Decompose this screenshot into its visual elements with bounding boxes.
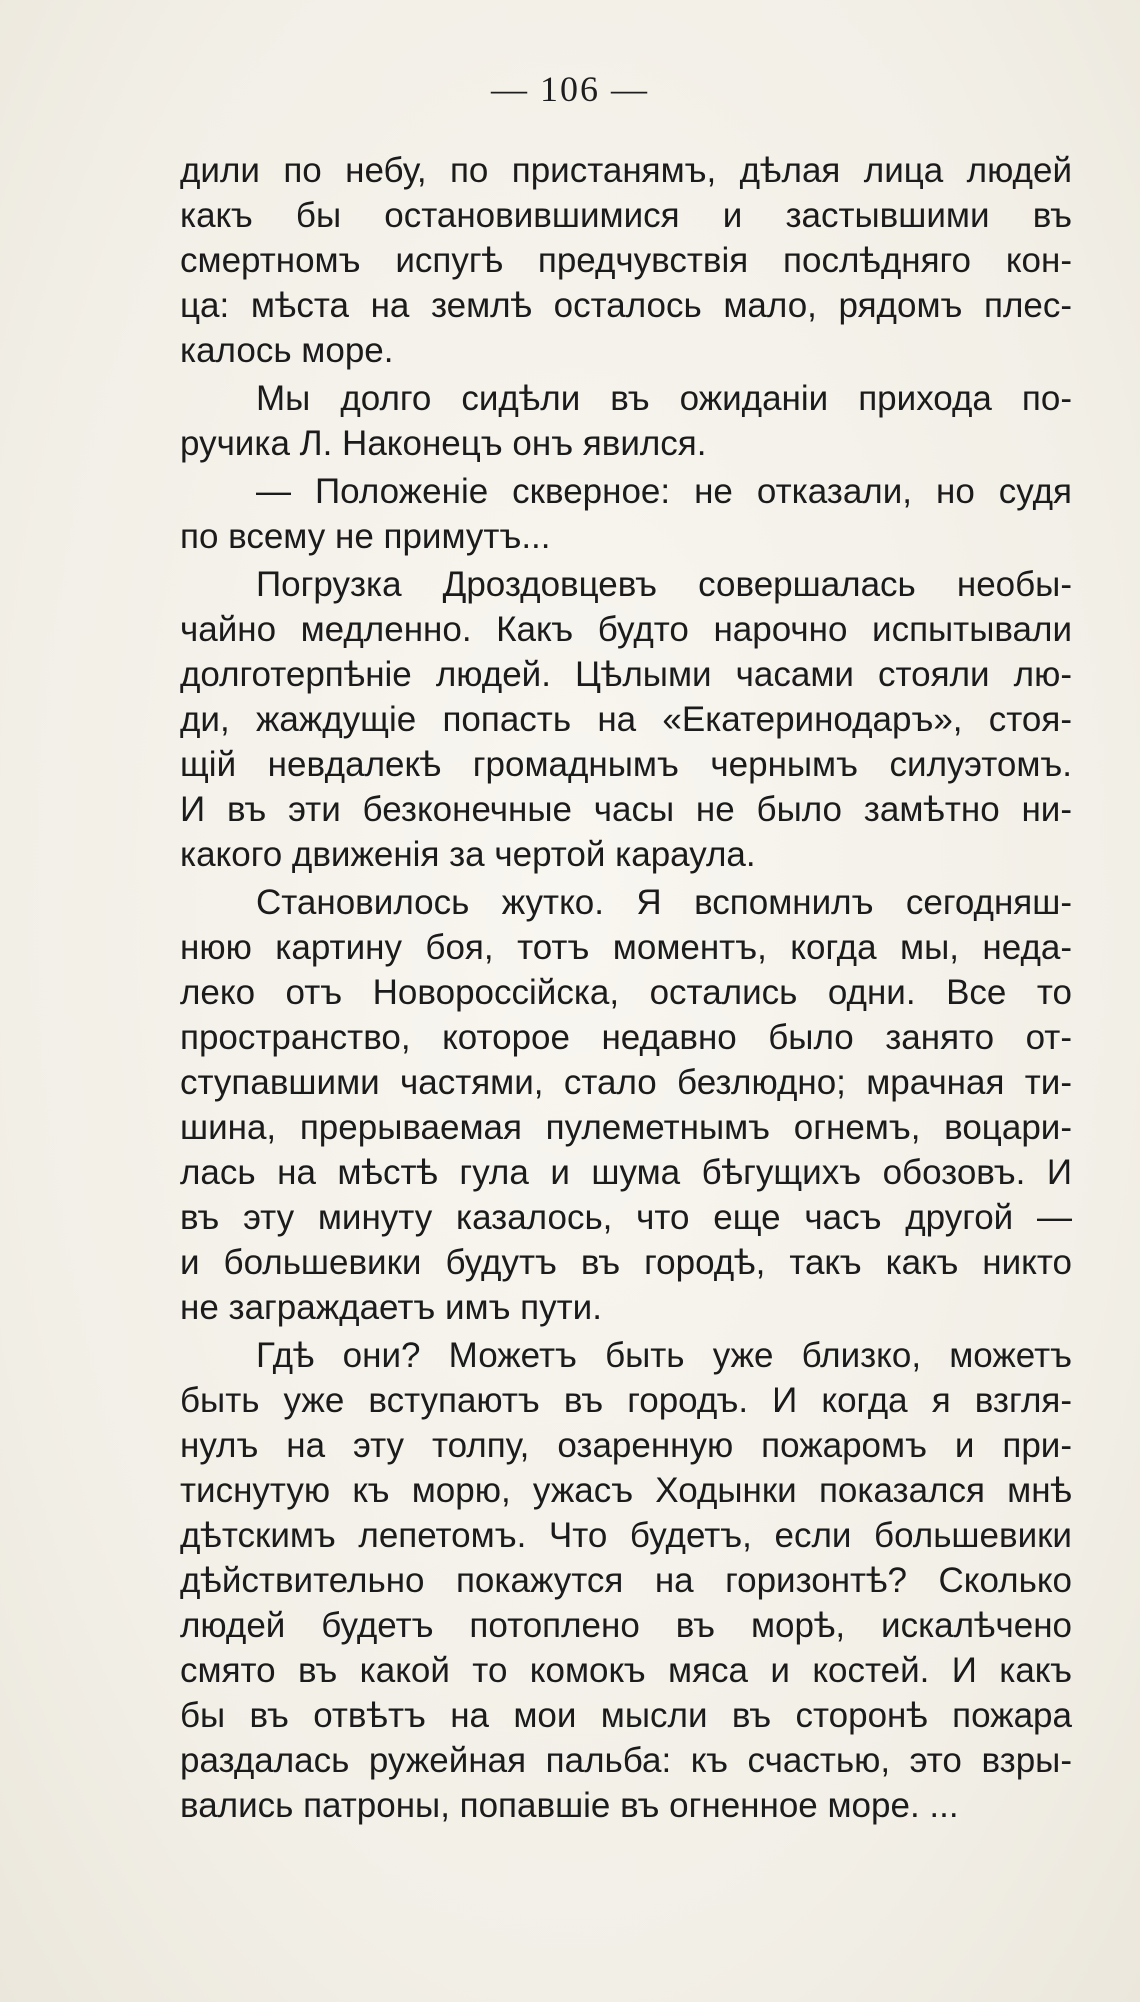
text-line: смято въ какой то комокъ мяса и костей. И какъ [180,1651,1072,1690]
text-line: щій невдалекѣ громаднымъ чернымъ силуэтомъ. [180,745,1072,784]
text-line: нюю картину боя, тотъ моментъ, когда мы, неда- [180,928,1072,967]
text-line: ручика Л. Наконецъ онъ явился. [180,424,707,463]
text-line: ступавшими частями, стало безлюдно; мрачная ти- [180,1063,1072,1102]
body-text [180,148,1072,1828]
text-line: дили по небу, по пристанямъ, дѣлая лица людей [180,151,1072,190]
text-line: какого движенія за чертой караула. [180,835,756,874]
paragraph-start-line: Мы долго сидѣли въ ожиданіи прихода по- [256,379,1072,418]
text-line: нулъ на эту толпу, озаренную пожаромъ и при- [180,1426,1072,1465]
text-line: по всему не примутъ... [180,517,551,556]
text-line: дѣйствительно покажутся на горизонтѣ? Сколько [180,1561,1072,1600]
text-line: И въ эти безконечные часы не было замѣтно ни- [180,790,1072,829]
paragraph-start-line: Становилось жутко. Я вспомнилъ сегодняш- [256,883,1072,922]
text-line: въ эту минуту казалось, что еще часъ другой — [180,1198,1072,1237]
text-line: быть уже вступаютъ въ городъ. И когда я взгля- [180,1381,1072,1420]
text-line: какъ бы остановившимися и застывшими въ [180,196,1072,235]
text-line: раздалась ружейная пальба: къ счастью, это взры- [180,1741,1072,1780]
text-line: долготерпѣніе людей. Цѣлыми часами стояли лю- [180,655,1072,694]
text-line: леко отъ Новороссійска, остались одни. Все то [180,973,1072,1012]
text-line: бы въ отвѣтъ на мои мысли въ сторонѣ пожара [180,1696,1072,1735]
text-line: и большевики будутъ въ городѣ, такъ какъ никто [180,1243,1072,1282]
page-number: — 106 — [491,69,649,109]
text-line: смертномъ испугѣ предчувствія послѣдняго кон- [180,241,1072,280]
text-line: шина, прерываемая пулеметнымъ огнемъ, воцари- [180,1108,1072,1147]
paragraph-start-line: Погрузка Дроздовцевъ совершалась необы- [256,565,1072,604]
text-line: вались патроны, попавшіе въ огненное море. ... [180,1786,959,1825]
text-line: калось море. [180,331,394,370]
paragraph-start-line: Гдѣ они? Можетъ быть уже близко, можетъ [256,1336,1072,1375]
text-line: дѣтскимъ лепетомъ. Что будетъ, если большевики [180,1516,1072,1555]
text-line: чайно медленно. Какъ будто нарочно испытывали [180,610,1072,649]
text-line: не заграждаетъ имъ пути. [180,1288,602,1327]
text-line: пространство, которое недавно было занято от- [180,1018,1072,1057]
text-line: лась на мѣстѣ гула и шума бѣгущихъ обозовъ. И [180,1153,1072,1192]
text-line: людей будетъ потоплено въ морѣ, искалѣчено [180,1606,1072,1645]
text-line: ца: мѣста на землѣ осталось мало, рядомъ плес- [180,286,1072,325]
paragraph-start-line: — Положеніе скверное: не отказали, но судя [256,472,1072,511]
text-line: ди, жаждущіе попасть на «Екатеринодаръ», стоя- [180,700,1072,739]
text-line: тиснутую къ морю, ужасъ Ходынки показался мнѣ [180,1471,1072,1510]
